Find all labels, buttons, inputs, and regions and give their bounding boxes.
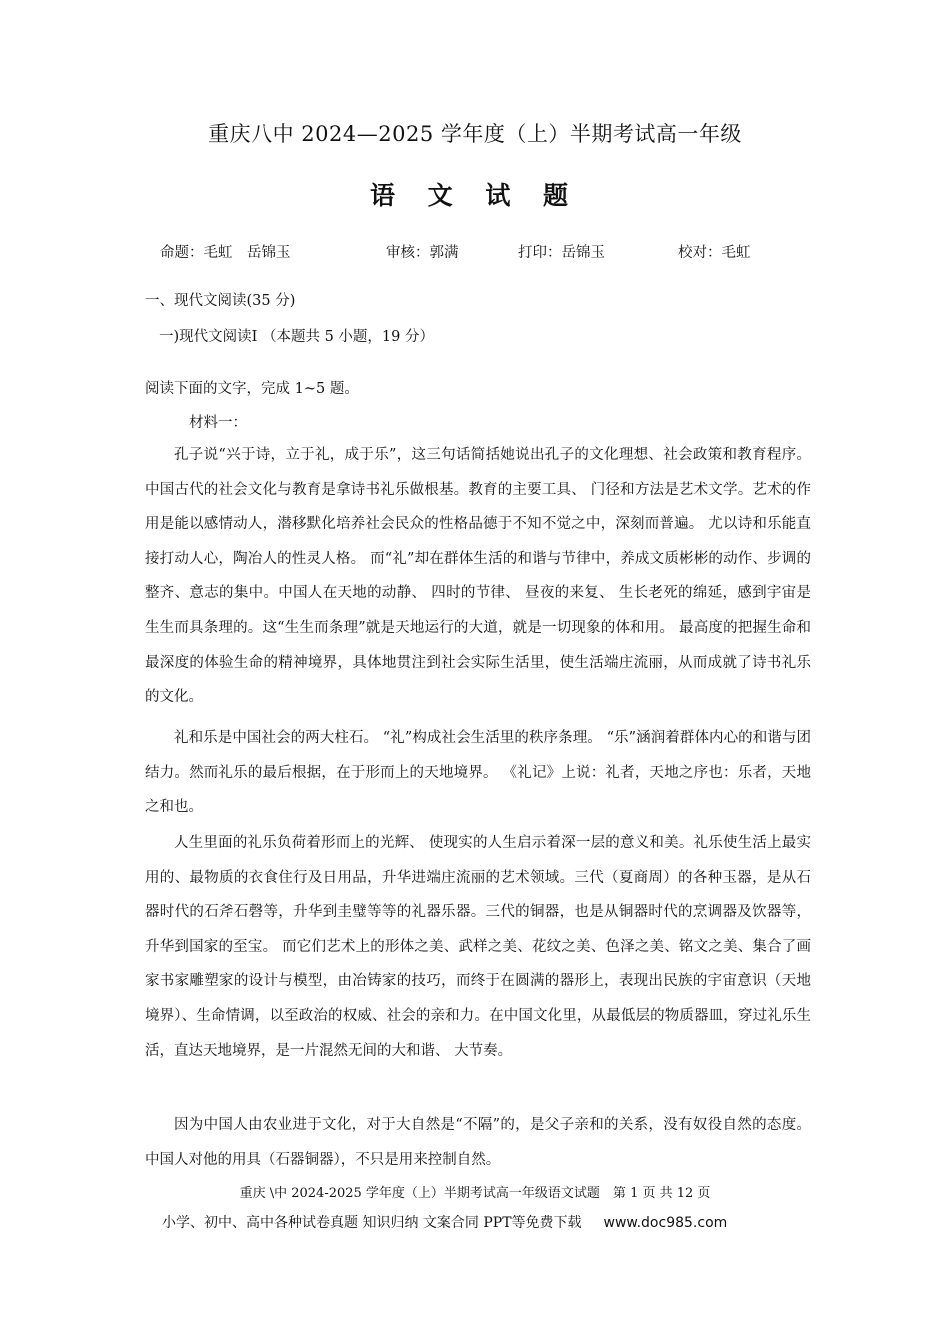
exam-subtitle: 语 文 试 题 — [369, 181, 581, 210]
credit-proofreader: 校对：毛虹 — [678, 245, 751, 261]
paragraph-4: 因为中国人由农业进于文化，对于大自然是“不隔”的，是父子亲和的关系，没有奴役自然的态度。中国人对他的用具（石器铜器），不只是用来控制自然。 — [145, 1117, 811, 1168]
paragraph-1: 孔子说“兴于诗，立于礼，成于乐”，这三句话简括她说出孔子的文化理想、社会政策和教育程序。中国古代的社会文化与教育是拿诗书礼乐做根基。教育的主要工具、 门径和方法是艺术文学。艺术的作用是能以感情动人，潜移默化培养社会民众的性格品德于不知不觉之中，深刻而普遍。 尤以诗和乐能直接打动人心，陶冶人的性灵人格。 而“礼”却在群体生活的和谐与节律中，养成文质彬彬的动作、步调的整齐、意志的集中。中国人在天地的动静、 四时的节律、 昼夜的来复、 生长老死的绵延，感到宇宙是生生而具条理的。这“生生而条理”就是天地运行的大道，就是一切现象的体和用。 最高度的把握生命和最深度的体验生命的精神境界，具体地贯注到社会实际生活里，使生活端庄流丽，从而成就了诗书礼乐的文化。 — [145, 447, 811, 706]
credit-proposer: 命题：毛虹 岳锦玉 — [160, 245, 291, 261]
exam-title: 重庆八中 2024—2025 学年度（上）半期考试高一年级 — [208, 122, 742, 146]
section-heading: 一、现代文阅读(35 分) — [145, 293, 296, 309]
subsection-heading: 一)现代文阅读Ⅰ （本题共 5 小题，19 分） — [159, 329, 434, 345]
paragraph-3: 人生里面的礼乐负荷着形而上的光辉、 使现实的人生启示着深一层的意义和美。礼乐使生活上最实用的、最物质的衣食住行及日用品，升华进端庄流丽的艺术领域。三代（夏商周）的各种玉器，是从石器时代的石斧石磬等，升华到圭璧等等的礼器乐器。三代的铜器，也是从铜器时代的烹调器及饮器等，升华到国家的至宝。 而它们艺术上的形体之美、武样之美、花纹之美、色泽之美、铭文之美、集合了画家书家雕塑家的设计与模型，由冶铸家的技巧，而终于在圆满的器形上，表现出民族的宇宙意识（天地境界）、生命情调，以至政治的权威、社会的亲和力。在中国文化里，从最低层的物质器皿，穿过礼乐生活，直达天地境界，是一片混然无间的大和谐、 大节奏。 — [145, 835, 811, 1059]
paragraph-2: 礼和乐是中国社会的两大柱石。 “礼”构成社会生活里的秩序条理。 “乐”涵润着群体内心的和谐与团结力。然而礼乐的最后根据，在于形而上的天地境界。 《礼记》上说：礼者，天地之序也：乐者，天地之和也。 — [145, 730, 811, 816]
credit-reviewer: 审核：郭满 — [386, 245, 459, 261]
promo-link[interactable]: www.doc985.com — [603, 1215, 728, 1231]
promo-banner — [162, 1212, 727, 1232]
page-footer: 重庆 \中 2024-2025 学年度（上）半期考试高一年级语文试题 第 1 页 共 12 页 — [239, 1186, 711, 1201]
credit-printer: 打印：岳锦玉 — [518, 245, 605, 261]
material-label: 材料一： — [189, 415, 247, 431]
promo-text: 小学、初中、高中各种试卷真题 知识归纳 文案合同 PPT等免费下载 — [162, 1215, 582, 1231]
reading-instruction: 阅读下面的文字，完成 1~5 题。 — [145, 381, 359, 397]
